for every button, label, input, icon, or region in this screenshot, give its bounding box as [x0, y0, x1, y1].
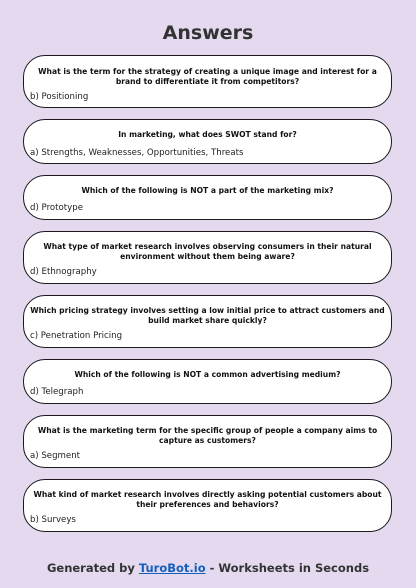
answer-text: c) Penetration Pricing [30, 331, 123, 341]
answer-text: d) Telegraph [30, 387, 84, 397]
turobot-link[interactable]: TuroBot.io [138, 561, 206, 575]
answer-card [23, 415, 392, 468]
footer [0, 561, 416, 575]
footer-prefix: Generated by [46, 561, 139, 575]
footer-suffix: - Worksheets in Seconds [205, 561, 370, 575]
page-title: Answers [162, 22, 254, 44]
answer-card [23, 295, 392, 348]
question-text: What kind of market research involves directly asking potential customers about their preferences and behaviors? [33, 490, 382, 509]
answer-text: d) Ethnography [30, 267, 97, 277]
answer-card [23, 175, 392, 220]
answer-card [23, 231, 392, 284]
answer-card [23, 479, 392, 532]
question-text: Which pricing strategy involves setting a low initial price to attract customers and build market share quickly? [30, 306, 385, 325]
answer-text: a) Strengths, Weaknesses, Opportunities, Threats [30, 148, 244, 158]
answer-card [23, 119, 392, 164]
question-text: In marketing, what does SWOT stand for? [118, 130, 297, 139]
answer-card [23, 55, 392, 108]
question-text: What type of market research involves observing consumers in their natural environment without them being aware? [43, 242, 372, 261]
question-text: Which of the following is NOT a part of the marketing mix? [81, 186, 334, 195]
question-text: Which of the following is NOT a common advertising medium? [74, 370, 341, 379]
answer-card [23, 359, 392, 404]
question-text: What is the marketing term for the specific group of people a company aims to capture as customers? [37, 426, 378, 445]
answer-text: a) Segment [30, 451, 81, 461]
answer-text: b) Positioning [30, 92, 89, 102]
question-text: What is the term for the strategy of creating a unique image and interest for a brand to differentiate it from competitors? [38, 67, 377, 86]
answer-text: d) Prototype [30, 203, 83, 213]
answer-text: b) Surveys [30, 515, 76, 525]
